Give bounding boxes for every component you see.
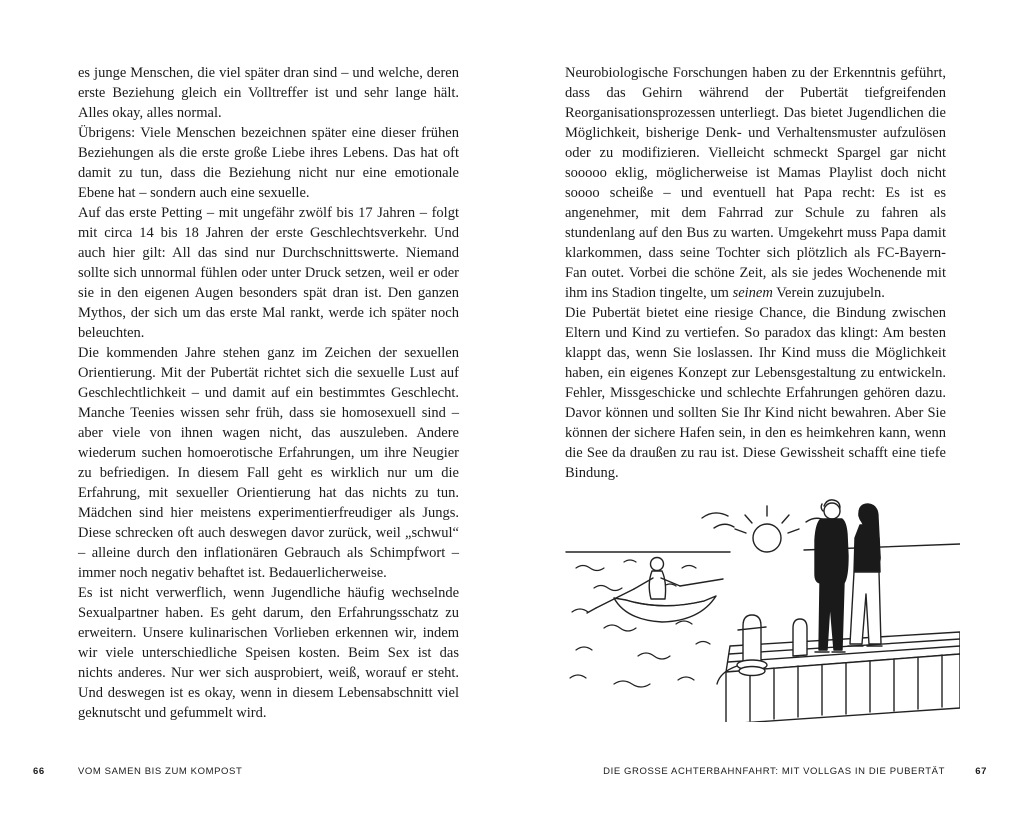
dock-scene-svg: [560, 494, 960, 722]
standing-woman: [848, 504, 882, 646]
paragraph: Neurobiologische Forschungen haben zu der Erkenntnis geführt, dass das Gehirn während der Pubertät tiefgreifenden Reorganisationsprozessen unterliegt. Das bietet Jugendlichen die Möglichkeit, bisherige Denk- und Verhaltensmuster aufzulösen oder zu modifizieren. Vielleicht schmeckt Spargel gar nicht sooooo eklig, möglicherweise ist Mamas Playlist doch nicht soooo scheiße – und eventuell hat Papa recht: Es ist es angenehmer, mit dem Fahrrad zur Schule zu fahren als stundenlang auf den Bus zu warten. Umgekehrt muss Papa damit klarkommen, dass seine Tochter sich plötzlich als FC-Bayern-Fan outet. Vorbei die schöne Zeit, als sie jedes Wochenende mit ihm ins Stadion tingelte, um seinem Verein zuzujubeln.: [565, 65, 946, 301]
sun-icon: [735, 506, 799, 552]
right-page-text: [565, 63, 946, 483]
clouds: [702, 513, 826, 528]
paragraph: Übrigens: Viele Menschen bezeichnen später eine dieser frühen Beziehungen als die erste große Liebe ihres Lebens. Das hat oft damit zu tun, dass die Beziehung nicht nur eine emotionale Ebene hat – sondern auch eine sexuelle.: [78, 125, 459, 201]
rowboat-with-rower: [587, 558, 723, 623]
paragraph: Die Pubertät bietet eine riesige Chance, die Bindung zwischen Eltern und Kind zu vertiefen. So paradox das klingt: Am besten klappt das, wenn Sie loslassen. Ihr Kind muss die Möglichkeit haben, ein eigenes Konzept zur Lebensgestaltung zu entwickeln. Fehler, Missgeschicke und schlechte Erfahrungen gehören dazu. Davor können und sollten Sie Ihr Kind nicht bewahren. Aber Sie können der sichere Hafen sein, in den es heimkehren kann, wenn die See da draußen zu rau ist. Diese Gewissheit schafft eine tiefe Bindung.: [565, 305, 946, 481]
left-running-header: VOM SAMEN BIS ZUM KOMPOST: [78, 766, 243, 777]
right-running-header: DIE GROSSE ACHTERBAHNFAHRT: MIT VOLLGAS IN DIE PUBERTÄT: [603, 766, 945, 777]
standing-man: [815, 500, 848, 652]
sea-waves: [570, 560, 710, 687]
paragraph: Die kommenden Jahre stehen ganz im Zeichen der sexuellen Orientierung. Mit der Pubertät richtet sich die sexuelle Lust auf Geschlechtlichkeit – und damit auf ein bestimmtes Geschlecht. Manche Teenies wissen sehr früh, dass sie homosexuell sind – aber viele von ihnen wagen nicht, das auszuleben. Andere wiederum suchen homoerotische Erfahrungen, um ihre Neugier zu befriedigen. In diesem Fall geht es wirklich nur um die Erfahrung, mit sexueller Orientierung hat das nichts zu tun. Mädchen sind hier meistens experimentierfreudiger als Jungs. Diese schrecken oft auch deswegen davor zurück, weil „schwul“ – alleine durch den inflationären Gebrauch als Schimpfwort – immer noch negativ behaftet ist. Bedauerlicherweise.: [78, 345, 459, 581]
dock-illustration: [560, 494, 960, 722]
right-page-number: 67: [975, 766, 987, 777]
paragraph: Auf das erste Petting – mit ungefähr zwölf bis 17 Jahren – folgt mit circa 14 bis 18 Jahren der erste Geschlechtsverkehr. Und auch hier gilt: All das sind nur Durchschnittswerte. Niemand sollte sich unnormal fühlen oder unter Druck setzen, weil er oder sie in den eigenen Augen besonders spät dran ist. Den ganzen Mythos, der sich um das erste Mal rankt, werde ich später noch beleuchten.: [78, 205, 459, 341]
paragraph: es junge Menschen, die viel später dran sind – und welche, deren erste Beziehung gleich ein Volltreffer ist und sehr lange hält. Alles okay, alles normal.: [78, 65, 459, 121]
left-page-number: 66: [33, 766, 45, 777]
paragraph: Es ist nicht verwerflich, wenn Jugendliche häufig wechselnde Sexualpartner haben. Es geht darum, den Erfahrungsschatz zu erweitern. Unsere kulinarischen Vorlieben erkennen wir, indem wir viele unterschiedliche Speisen kosten. Beim Sex ist das nichts anderes. Nur wer sich ausprobiert, weiß, worauf er steht. Und deswegen ist es okay, wenn in diesem Lebensabschnitt viel geknutscht und gefummelt wird.: [78, 585, 459, 721]
page-right: [510, 0, 1020, 813]
left-page-text: [78, 63, 459, 723]
dock-post: [793, 619, 807, 656]
